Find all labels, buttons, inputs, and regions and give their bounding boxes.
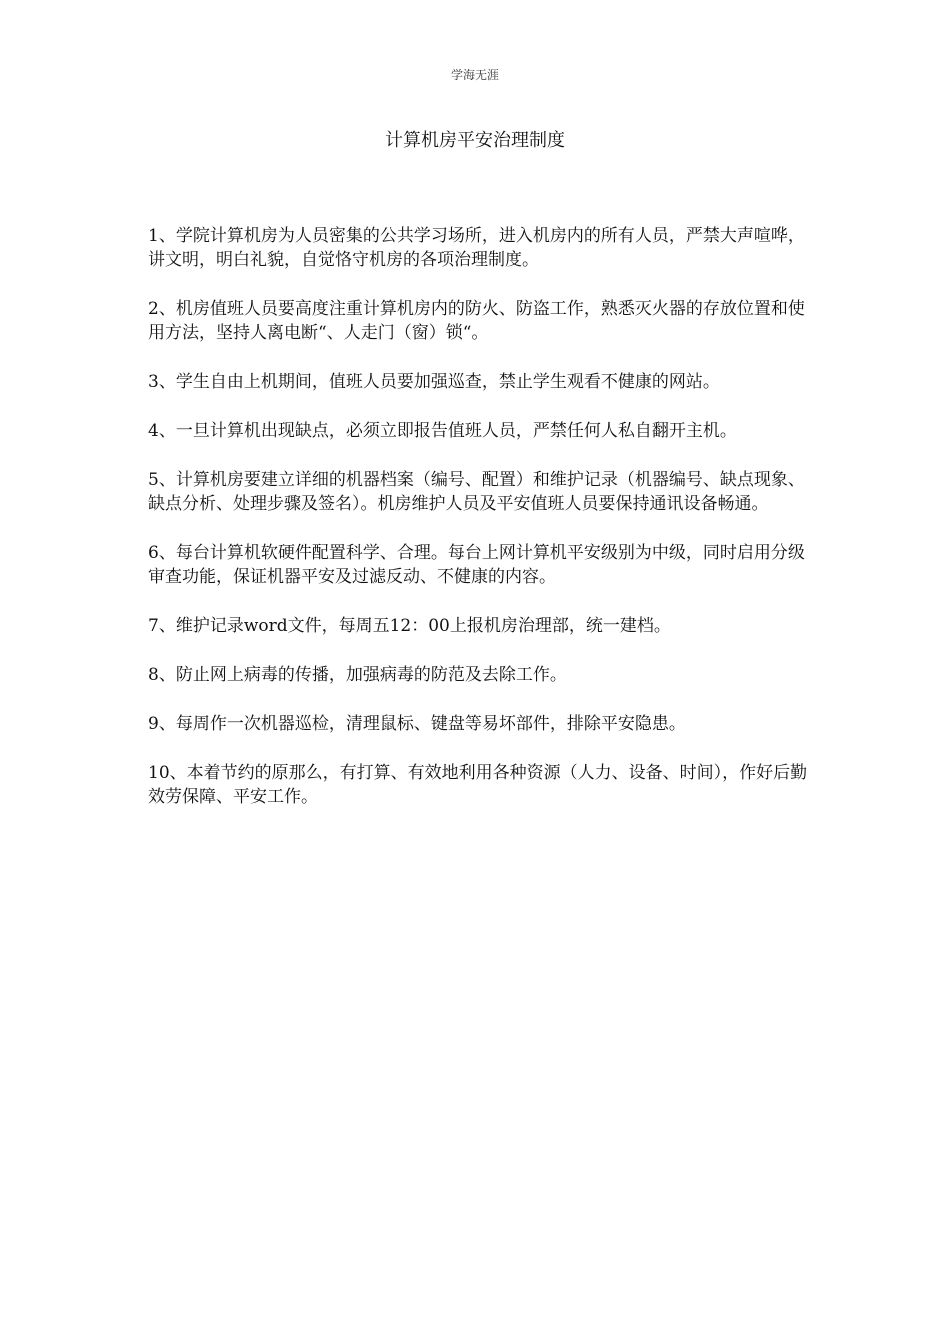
rule-paragraph-8: 8、防止网上病毒的传播，加强病毒的防范及去除工作。 bbox=[148, 665, 567, 685]
rule-paragraph-4: 4、一旦计算机出现缺点，必须立即报告值班人员，严禁任何人私自翻开主机。 bbox=[148, 421, 737, 441]
rule-paragraph-2: 2、机房值班人员要高度注重计算机房内的防火、防盗工作，熟悉灭火器的存放位置和使用方法，坚持人离电断“、人走门（窗）锁“。 bbox=[148, 299, 805, 343]
rule-paragraph-10: 10、本着节约的原那么，有打算、有效地利用各种资源（人力、设备、时间），作好后勤效劳保障、平安工作。 bbox=[148, 763, 808, 807]
document-body bbox=[148, 224, 808, 834]
rule-paragraph-1: 1、学院计算机房为人员密集的公共学习场所，进入机房内的所有人员，严禁大声喧哗，讲文明，明白礼貌，自觉恪守机房的各项治理制度。 bbox=[148, 226, 805, 270]
document-title: 计算机房平安治理制度 bbox=[385, 130, 565, 151]
page-header: 学海无涯 bbox=[450, 68, 499, 82]
rule-paragraph-9: 9、每周作一次机器巡检，清理鼠标、键盘等易坏部件，排除平安隐患。 bbox=[148, 714, 686, 734]
rule-paragraph-6: 6、每台计算机软硬件配置科学、合理。每台上网计算机平安级别为中级，同时启用分级审查功能，保证机器平安及过滤反动、不健康的内容。 bbox=[148, 543, 805, 587]
rule-paragraph-7: 7、维护记录word文件，每周五12：00上报机房治理部，统一建档。 bbox=[148, 616, 671, 636]
rule-paragraph-3: 3、学生自由上机期间，值班人员要加强巡查，禁止学生观看不健康的网站。 bbox=[148, 372, 720, 392]
rule-paragraph-5: 5、计算机房要建立详细的机器档案（编号、配置）和维护记录（机器编号、缺点现象、缺点分析、处理步骤及签名）。机房维护人员及平安值班人员要保持通讯设备畅通。 bbox=[148, 470, 805, 514]
